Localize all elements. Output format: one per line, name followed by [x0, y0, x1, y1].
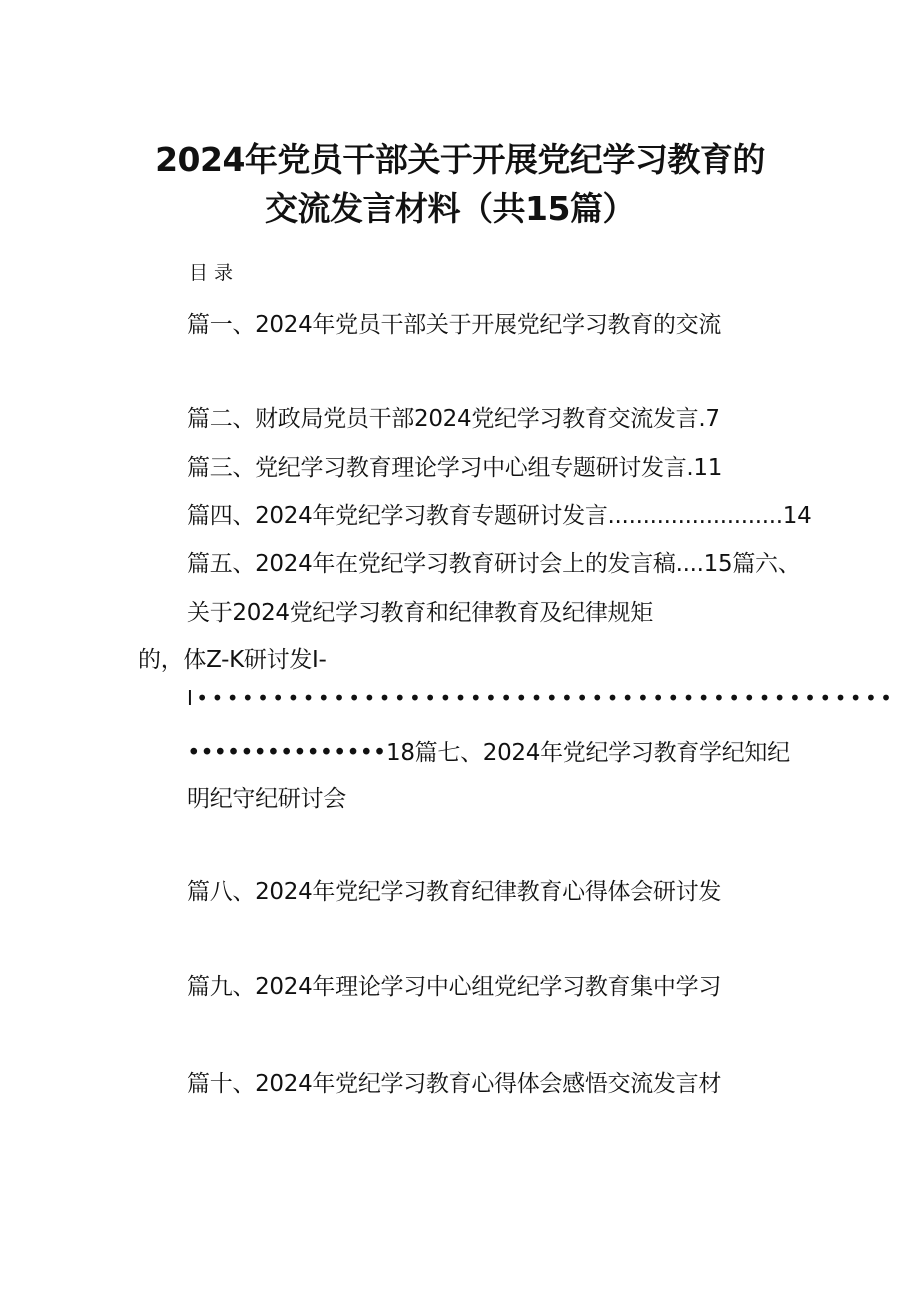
toc-entry-3: 篇三、党纪学习教育理论学习中心组专题研讨发言.11: [187, 455, 723, 481]
toc-entry-7-line-1: •••••••••••••••18篇七、2024年党纪学习教育学纪知纪: [187, 740, 790, 766]
toc-entry-6-line-2: 的，体Z-K研讨发I-: [138, 647, 327, 673]
document-title-line-2: 交流发言材料（共15篇）: [265, 189, 635, 228]
toc-heading: 目录: [189, 262, 240, 284]
toc-entry-6-line-1: 关于2024党纪学习教育和纪律教育及纪律规矩: [187, 600, 653, 626]
toc-entry-8: 篇八、2024年党纪学习教育纪律教育心得体会研讨发: [187, 879, 722, 905]
toc-entry-2: 篇二、财政局党员干部2024党纪学习教育交流发言.7: [187, 406, 720, 432]
toc-entry-7-line-2: 明纪守纪研讨会: [187, 786, 346, 812]
toc-entry-4: 篇四、2024年党纪学习教育专题研讨发言.........................14: [187, 503, 812, 529]
toc-entry-6-leader-dots: I••••••••••••••••••••••••••••••••••••••••••••••: [187, 686, 896, 710]
toc-entry-9: 篇九、2024年理论学习中心组党纪学习教育集中学习: [187, 974, 722, 1000]
toc-entry-10: 篇十、2024年党纪学习教育心得体会感悟交流发言材: [187, 1071, 722, 1097]
toc-entry-5: 篇五、2024年在党纪学习教育研讨会上的发言稿....15篇六、: [187, 551, 801, 577]
toc-entry-1: 篇一、2024年党员干部关于开展党纪学习教育的交流: [187, 312, 722, 338]
document-title-line-1: 2024年党员干部关于开展党纪学习教育的: [155, 140, 765, 179]
